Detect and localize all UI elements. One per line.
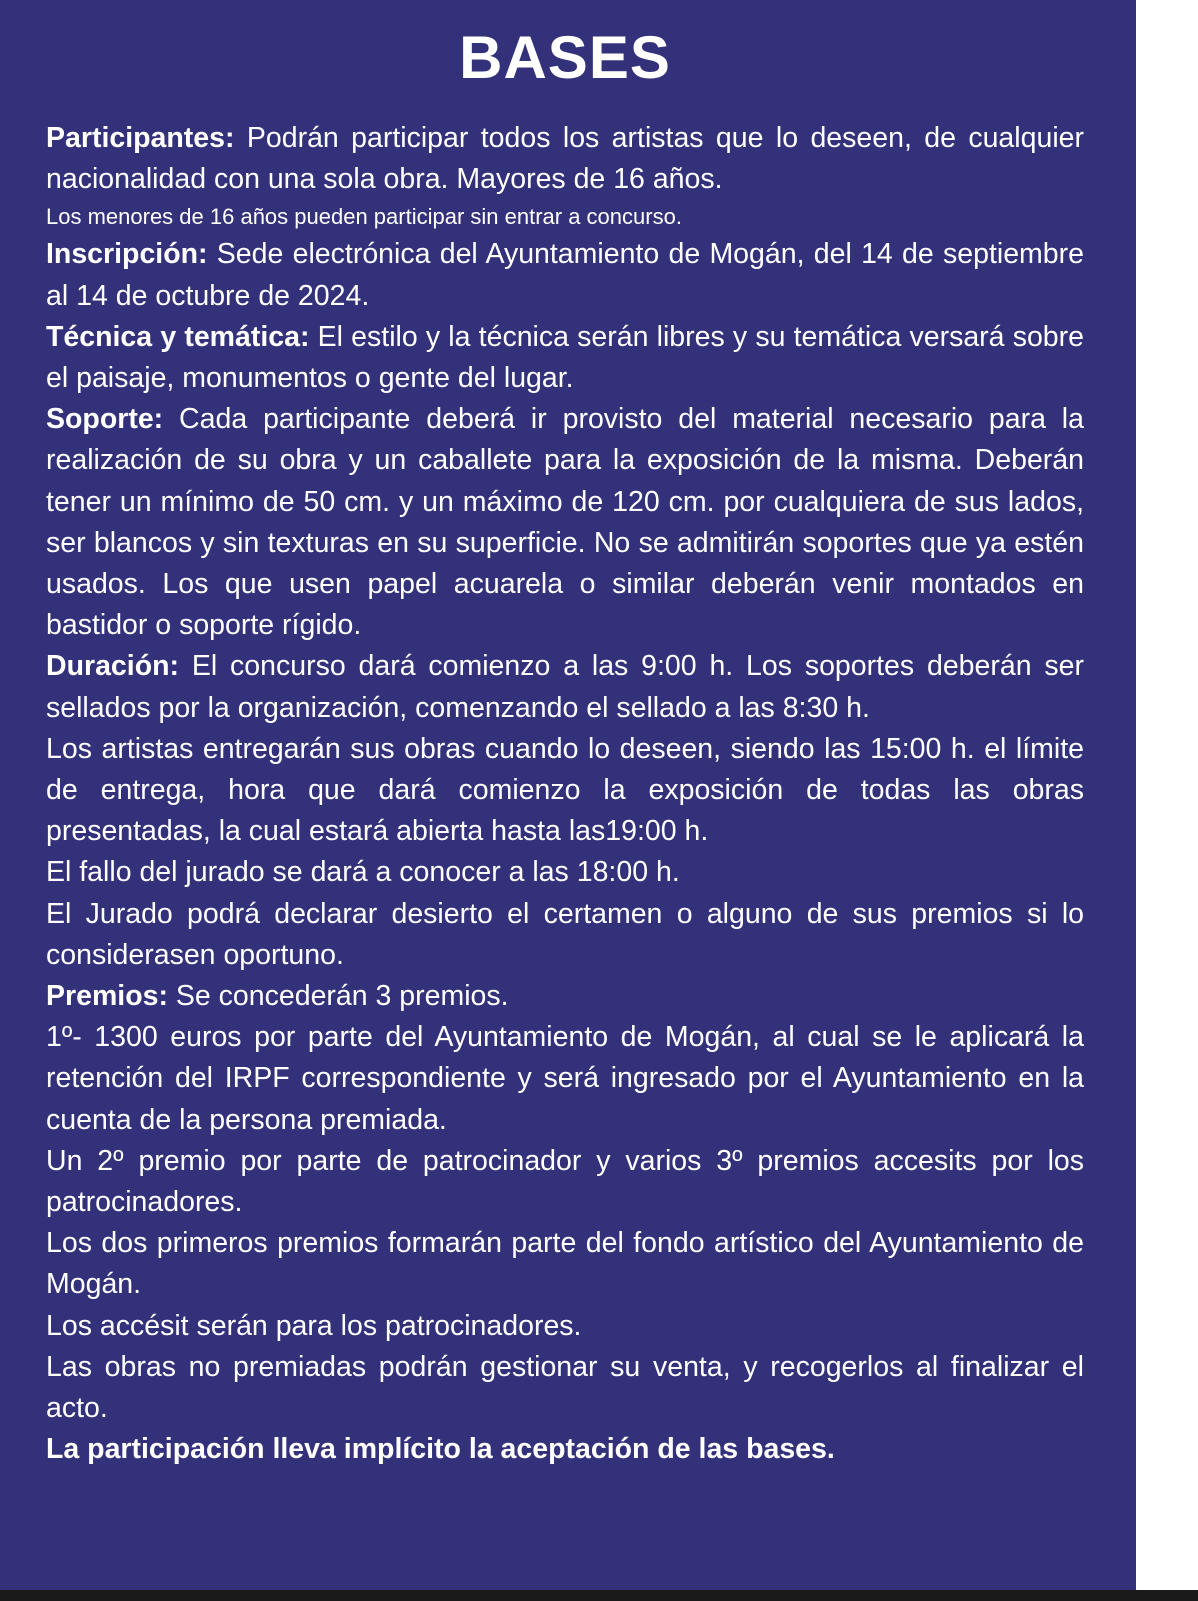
premios-fondo-artistico: Los dos primeros premios formarán parte del fondo artístico del Ayuntamiento de Mogán. [46, 1227, 1084, 1301]
bottom-edge-bar [0, 1590, 1198, 1601]
participantes-note: Los menores de 16 años pueden participar sin entrar a concurso. [46, 204, 682, 230]
tecnica-text: El estilo y la técnica serán libres y su temática versará sobre el paisaje, monumentos o gente del lugar. [46, 320, 1084, 395]
premio-primero: 1º- 1300 euros por parte del Ayuntamiento de Mogán, al cual se le aplicará la retención del IRPF correspondiente y será ingresado por el Ayuntamiento en la cuenta de la persona premiada. [46, 1021, 1084, 1136]
premios-paragraph [46, 976, 1084, 1017]
premios-accesit: Los accésit serán para los patrocinadores. [46, 1309, 582, 1342]
duracion-fallo: El fallo del jurado se dará a conocer a las 18:00 h. [46, 856, 680, 889]
premios-text: Se concederán 3 premios. [167, 980, 509, 1013]
soporte-text: Cada participante deberá ir provisto del material necesario para la realización de su obra y un caballete para la exposición de la misma. Deberán tener un mínimo de 50 cm. y un máximo de 120 cm. por cualquiera de sus lados, ser blancos y sin texturas en su superficie. No se admitirán soportes que ya estén usados. Los que usen papel acuarela o similar deberán venir montados en bastidor o soporte rígido. [46, 403, 1084, 642]
closing-statement: La participación lleva implícito la aceptación de las bases. [46, 1433, 835, 1466]
premios-no-premiadas: Las obras no premiadas podrán gestionar su venta, y recogerlos al finalizar el acto. [46, 1350, 1084, 1425]
duracion-text: El concurso dará comienzo a las 9:00 h. Los soportes deberán ser sellados por la organización, comenzando el sellado a las 8:30 h. [46, 650, 1084, 724]
premios-label: Premios: [46, 980, 168, 1013]
duracion-paragraph [46, 646, 1084, 728]
duracion-entrega: Los artistas entregarán sus obras cuando lo deseen, siendo las 15:00 h. el límite de entrega, hora que dará comienzo la exposición de todas las obras presentadas, la cual estará abierta hasta las19:00 h. [46, 732, 1084, 848]
inscripcion-paragraph [46, 234, 1084, 316]
page-title: BASES [459, 24, 671, 91]
soporte-paragraph [46, 399, 1084, 646]
inscripcion-label: Inscripción: [46, 238, 208, 271]
duracion-jurado: El Jurado podrá declarar desierto el certamen o alguno de sus premios si lo considerasen oportuno. [46, 897, 1084, 971]
tecnica-label: Técnica y temática: [46, 320, 310, 353]
participantes-text: Podrán participar todos los artistas que lo deseen, de cualquier nacionalidad con una sola obra. Mayores de 16 años. [46, 122, 1084, 196]
premio-segundo-tercero: Un 2º premio por parte de patrocinador y varios 3º premios accesits por los patrocinadores. [46, 1144, 1084, 1219]
inscripcion-text: Sede electrónica del Ayuntamiento de Mogán, del 14 de septiembre al 14 de octubre de 2024. [46, 238, 1084, 312]
participantes-paragraph [46, 118, 1084, 200]
rules-body [46, 118, 1084, 1471]
participantes-label: Participantes: [46, 122, 235, 154]
duracion-label: Duración: [46, 650, 180, 683]
tecnica-paragraph [46, 317, 1084, 399]
soporte-label: Soporte: [46, 403, 164, 436]
